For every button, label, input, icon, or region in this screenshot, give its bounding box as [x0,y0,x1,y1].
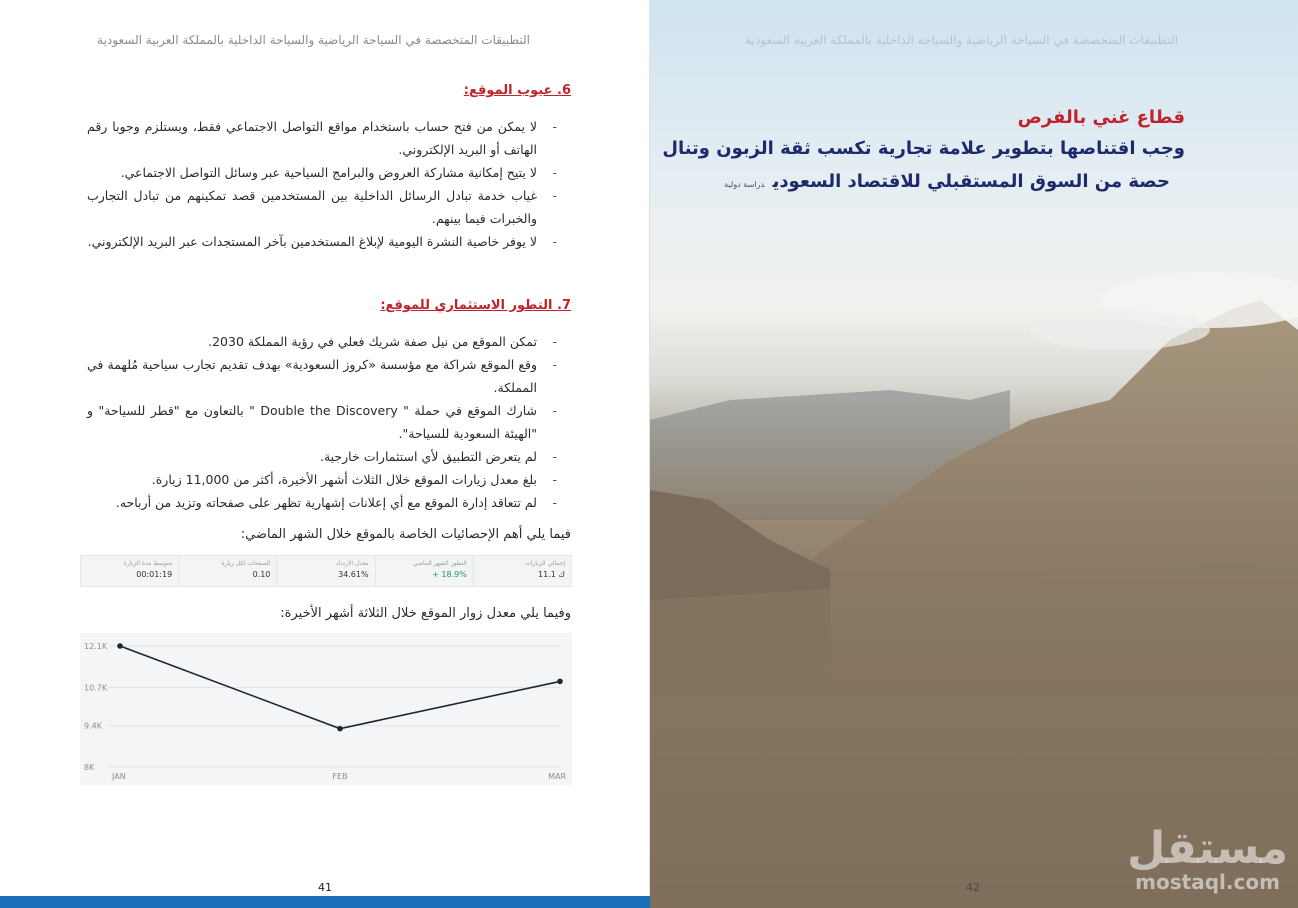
stat-avg-duration [81,556,178,586]
list-item: - تمكن الموقع من نيل صفة شريك فعلي في رؤية المملكة 2030. [87,330,557,353]
chart-svg [80,633,572,785]
mountain-landscape-image [650,0,1298,908]
section-7-list [87,330,557,514]
headline-line-1: وجب اقتناصها بتطوير علامة تجارية تكسب ثقة الزبون وتنال [662,138,1185,159]
x-tick-label: JAN [112,772,126,781]
chart-intro: وفيما يلي معدل زوار الموقع خلال الثلاثة أشهر الأخيرة: [280,606,571,621]
y-tick-label: 9.4K [84,721,102,731]
page-number: 42 [966,881,980,894]
stat-label: الصفحات لكل زيارة [221,560,271,567]
stat-value: 11.1 ك [538,570,565,579]
headline-line-2 [724,171,1170,192]
list-item: - وقع الموقع شراكة مع مؤسسة «كروز السعودية» بهدف تقديم تجارب سياحية مُلهمة في المملكة. [87,353,557,399]
stat-label: التطور الشهر الماضي [412,560,467,567]
stat-bounce-rate [276,556,374,586]
list-item: - لا يمكن من فتح حساب باستخدام مواقع التواصل الاجتماعي فقط، ويستلزم وجوبا رقم الهاتف أو البريد الإلكتروني. [87,115,557,161]
stat-label: متوسط مدة الزيارة [123,560,173,567]
stat-monthly-growth [375,556,473,586]
y-tick-label: 8K [84,763,95,772]
section-7-title: 7. التطور الاستثماري للموقع: [380,298,571,313]
stats-strip [80,555,572,587]
headline-highlight: قطاع غني بالفرص [1017,107,1185,128]
data-point [557,679,563,685]
data-point [117,643,123,649]
list-item: - بلغ معدل زيارات الموقع خلال الثلاث أشهر الأخيرة، أكثر من 11,000 زيارة. [87,468,557,491]
stat-value: 00:01:19 [136,570,173,579]
list-item: - لم تتعاقد إدارة الموقع مع أي إعلانات إشهارية تظهر على صفحاته وتزيد من أرباحه. [87,491,557,514]
running-header: التطبيقات المتخصصة في السياحة الرياضية والسياحة الداخلية بالمملكة العربية السعودية [745,33,1178,47]
y-tick-label: 12.1K [84,642,108,651]
mostaql-watermark [1127,823,1288,894]
section-6-list [87,115,557,253]
right-page-cover [650,0,1298,908]
headline-line-2-text: حصة من السوق المستقبلي للاقتصاد السعودي [772,171,1170,192]
x-tick-label: FEB [332,772,348,781]
page-number: 41 [318,881,332,894]
stat-label: معدل الارتداد [335,560,369,567]
watermark-url: mostaql.com [1135,870,1280,894]
list-item: - شارك الموقع في حملة " Double the Discovery " بالتعاون مع "قطر للسياحة" و "الهيئة السعودية للسياحة". [87,399,557,445]
list-item: - لا يتيح إمكانية مشاركة العروض والبرامج السياحية عبر وسائل التواصل الاجتماعي. [87,161,557,184]
list-item: - لا يوفر خاصية النشرة اليومية لإبلاغ المستخدمين بآخر المستجدات عبر البريد الإلكتروني. [87,230,557,253]
stat-value: 0.10 [252,570,271,579]
section-6-title: 6. عيوب الموقع: [463,83,571,98]
data-point [337,726,343,732]
study-tag: دراسة دولية [724,180,765,189]
stat-label: إجمالي الزيارات [525,560,565,567]
stat-value: + 18.9% [432,570,467,579]
stats-intro: فيما يلي أهم الإحصائيات الخاصة بالموقع خلال الشهر الماضي: [240,527,571,542]
stat-value: 34.61% [338,570,369,579]
list-item: - لم يتعرض التطبيق لأي استثمارات خارجية. [87,445,557,468]
x-tick-label: MAR [548,772,566,781]
stat-pages-per-visit [178,556,276,586]
watermark-arabic: مستقل [1127,823,1288,874]
y-tick-label: 10.7K [84,683,108,693]
visitors-line-chart [80,633,572,785]
list-item: - غياب خدمة تبادل الرسائل الداخلية بين المستخدمين قصد تمكينهم من تبادل التجارب والخبرات فيما بينهم. [87,184,557,230]
stat-total-visits [473,556,571,586]
footer-bar [0,896,650,908]
running-header: التطبيقات المتخصصة في السياحة الرياضية والسياحة الداخلية بالمملكة العربية السعودية [97,33,530,47]
